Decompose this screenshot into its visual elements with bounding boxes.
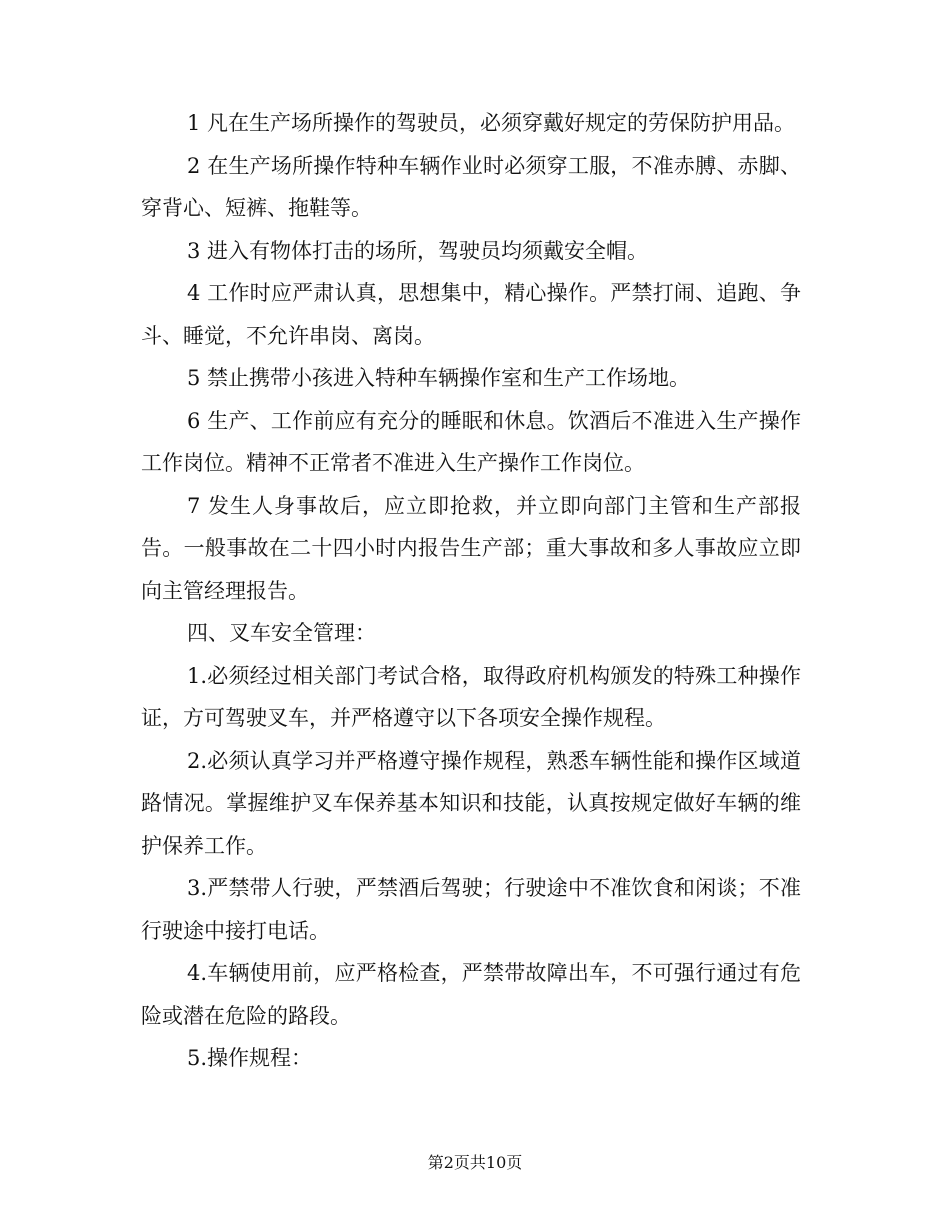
- paragraph: 5.操作规程：: [187, 1046, 313, 1070]
- paragraph: 2.必须认真学习并严格遵守操作规程，熟悉车辆性能和操作区域道路情况。掌握维护叉车保养基本知识和技能，认真按规定做好车辆的维护保养工作。: [141, 748, 801, 858]
- paragraph: 5 禁止携带小孩进入特种车辆操作室和生产工作场地。: [187, 366, 691, 390]
- paragraph: 1.必须经过相关部门考试合格，取得政府机构颁发的特殊工种操作证，方可驾驶叉车，并严格遵守以下各项安全操作规程。: [141, 663, 801, 730]
- paragraph: 4 工作时应严肃认真，思想集中，精心操作。严禁打闹、追跑、争斗、睡觉，不允许串岗、离岗。: [141, 281, 801, 348]
- paragraph: 3 进入有物体打击的场所，驾驶员均须戴安全帽。: [187, 238, 649, 263]
- paragraph: 1 凡在生产场所操作的驾驶员，必须穿戴好规定的劳保防护用品。: [187, 111, 796, 135]
- section-heading: 四、叉车安全管理：: [187, 621, 376, 645]
- paragraph: 7 发生人身事故后，应立即抢救，并立即向部门主管和生产部报告。一般事故在二十四小时内报告生产部；重大事故和多人事故应立即向主管经理报告。: [141, 493, 801, 603]
- page-footer: 第2页共10页: [427, 1153, 523, 1172]
- paragraph: 6 生产、工作前应有充分的睡眠和休息。饮酒后不准进入生产操作工作岗位。精神不正常者不准进入生产操作工作岗位。: [141, 408, 801, 475]
- paragraph: 2 在生产场所操作特种车辆作业时必须穿工服，不准赤膊、赤脚、穿背心、短裤、拖鞋等。: [141, 153, 801, 220]
- document-body: [141, 102, 801, 1080]
- paragraph: 4.车辆使用前，应严格检查，严禁带故障出车，不可强行通过有危险或潜在危险的路段。: [141, 961, 801, 1028]
- paragraph: 3.严禁带人行驶，严禁酒后驾驶；行驶途中不准饮食和闲谈；不准行驶途中接打电话。: [141, 876, 801, 943]
